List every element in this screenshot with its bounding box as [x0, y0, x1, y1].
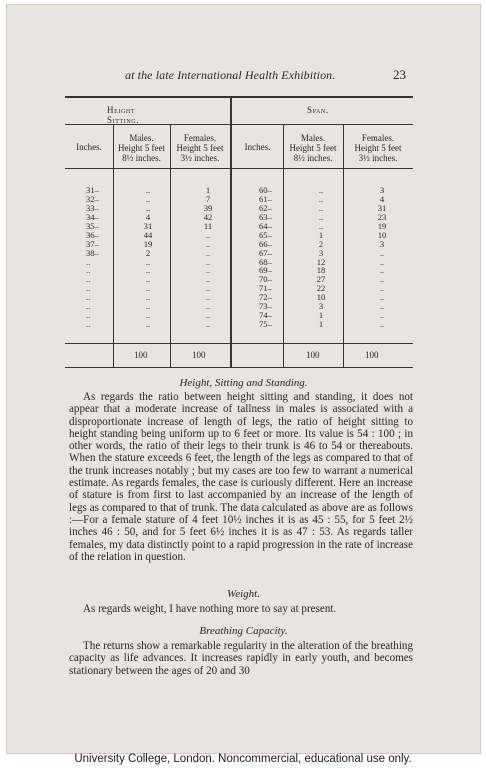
sitting-females-cell: ..: [205, 274, 211, 285]
heading-breathing-capacity: Breathing Capacity.: [199, 625, 288, 637]
section-title-span: Span.: [307, 105, 329, 115]
span-inches-cell: 60–: [259, 185, 272, 195]
span-males-cell: 22: [316, 283, 326, 294]
span-inches-cell: 73–: [259, 301, 272, 312]
span-males-cell: ..: [318, 193, 324, 204]
sitting-males-cell: 2: [145, 247, 151, 258]
col-header-males-left: Males. Height 5 feet 8½ inches.: [118, 133, 165, 163]
sitting-males-cell: ..: [145, 185, 151, 195]
sitting-inches-cell: ..: [86, 265, 91, 276]
span-males-cell: 3: [318, 301, 324, 312]
sitting-inches-cell: 37–: [86, 238, 99, 249]
sitting-inches-cell: ..: [86, 283, 91, 294]
span-inches-cell: 71–: [259, 283, 272, 294]
sitting-inches-cell: 31–: [86, 185, 99, 195]
sitting-inches-cell: ..: [86, 301, 91, 312]
sitting-females-cell: ..: [205, 301, 211, 312]
sitting-inches-cell: ..: [86, 310, 91, 321]
sitting-males-cell: ..: [145, 283, 151, 294]
sitting-inches-cell: 34–: [86, 211, 99, 222]
span-inches-cell: 64–: [259, 220, 272, 231]
page-number: 23: [393, 67, 406, 82]
col-header-females-left: Females. Height 5 feet 3½ inches.: [176, 133, 224, 163]
span-females-cell: ..: [379, 292, 385, 303]
span-inches-cell: 62–: [259, 202, 272, 213]
span-females-column: [369, 186, 395, 329]
span-females-cell: ..: [379, 319, 385, 330]
span-inches-cell: 61–: [259, 193, 272, 204]
span-females-cell: 23: [377, 211, 387, 222]
span-males-cell: 12: [316, 256, 326, 267]
paragraph-height-sitting-standing: As regards the ratio between height sitting and standing, it does not appear that a moderate increase of tallness in males is associated with a disproportionate increase of length of legs, the ratio of height sitting to height standing being uniform up to 6 feet or more. Its value is 54 : 100 ; in other words, the ratio of their legs to their trunk is 46 to 54 or thereabouts. When the stature exceeds 6 feet, the length of the legs as compared to that of the trunk increases notably ; but my cases are too few to warrant a numerical estimate. As regards females, the case is curiously different. Here an increase of stature is from first to last accompanied by an increase of the length of legs as compared to that of trunk. The data calculated as above are as follows :—For a female stature of 4 feet 10½ inches it is as 45 : 55, for 5 feet 2½ inches 46 : 50, and for 5 feet 6½ inches it is as 47 : 53. As regards taller females, my data distinctly point to a rapid progression in the rate of increase of the relation in question.: [69, 391, 413, 563]
span-females-cell: ..: [379, 256, 385, 267]
span-males-cell: ..: [318, 202, 324, 213]
col-header-inches-right: Inches.: [244, 142, 271, 152]
sitting-females-total: 100: [192, 350, 206, 360]
span-females-cell: 31: [377, 202, 387, 213]
span-females-cell: 3: [379, 238, 385, 249]
sitting-females-cell: 42: [203, 211, 213, 222]
table-bottom-rule: [65, 367, 413, 368]
span-females-cell: 19: [377, 220, 387, 231]
sitting-females-cell: ..: [205, 319, 211, 330]
span-females-cell: ..: [379, 265, 385, 276]
sitting-males-cell: ..: [145, 319, 151, 330]
sitting-inches-cell: 36–: [86, 229, 99, 240]
col-header-inches-left: Inches.: [76, 142, 102, 152]
sitting-males-cell: ..: [145, 256, 151, 267]
sitting-females-cell: 1: [205, 185, 211, 195]
sitting-inches-cell: 38–: [86, 247, 99, 258]
table-top-rule: [65, 96, 413, 98]
column-header-rule: [65, 168, 413, 169]
span-inches-cell: 68–: [259, 256, 272, 267]
sitting-males-cell: ..: [145, 265, 151, 276]
col-header-males-right: Males. Height 5 feet 8½ inches.: [289, 133, 337, 163]
span-males-cell: ..: [318, 185, 324, 195]
span-males-cell: 1: [318, 229, 324, 240]
sitting-inches-cell: ..: [86, 319, 91, 330]
totals-rule: [65, 343, 413, 344]
sitting-males-cell: ..: [145, 310, 151, 321]
span-inches-cell: 75–: [259, 319, 272, 330]
span-inches-cell: 72–: [259, 292, 272, 303]
span-females-cell: 10: [377, 229, 387, 240]
sitting-males-cell: ..: [145, 274, 151, 285]
footer-credit: University College, London. Noncommercial, educational use only.: [74, 753, 412, 765]
sitting-females-column: [195, 186, 221, 329]
span-inches-cell: 65–: [259, 229, 272, 240]
sitting-males-cell: ..: [145, 193, 151, 204]
span-males-cell: 1: [318, 310, 324, 321]
section-title-height-sitting: Height Sitting.: [107, 105, 140, 125]
sitting-females-cell: ..: [205, 238, 211, 249]
running-header: [7, 66, 480, 84]
span-inches-cell: 66–: [259, 238, 272, 249]
sitting-females-cell: ..: [205, 310, 211, 321]
span-females-total: 100: [365, 350, 379, 360]
sitting-males-cell: 31: [143, 220, 153, 231]
span-males-cell: 18: [316, 265, 326, 276]
sitting-males-total: 100: [134, 350, 148, 360]
span-inches-cell: 74–: [259, 310, 272, 321]
sitting-males-column: [135, 186, 161, 329]
span-inches-cell: 67–: [259, 247, 272, 258]
sitting-inches-cell: 33–: [86, 202, 99, 213]
span-females-cell: ..: [379, 247, 385, 258]
span-inches-cell: 63–: [259, 211, 272, 222]
span-females-cell: ..: [379, 310, 385, 321]
span-males-cell: ..: [318, 220, 324, 231]
col-header-females-right: Females. Height 5 feet 3½ inches.: [354, 133, 402, 163]
sitting-females-cell: ..: [205, 247, 211, 258]
sitting-females-cell: 39: [203, 202, 213, 213]
span-females-cell: ..: [379, 283, 385, 294]
sitting-females-cell: ..: [205, 256, 211, 267]
span-males-cell: 10: [316, 292, 326, 303]
sitting-females-cell: ..: [205, 292, 211, 303]
span-males-total: 100: [306, 350, 320, 360]
sitting-females-cell: ..: [205, 283, 211, 294]
span-males-cell: 27: [316, 274, 326, 285]
sitting-females-cell: 11: [203, 220, 213, 231]
sitting-females-cell: ..: [205, 229, 211, 240]
sitting-males-cell: 44: [143, 229, 153, 240]
sitting-inches-cell: ..: [86, 274, 91, 285]
sitting-inches-column: [86, 186, 99, 329]
sitting-males-cell: ..: [145, 301, 151, 312]
sitting-males-cell: 4: [145, 211, 151, 222]
span-females-cell: 3: [379, 185, 385, 195]
sitting-females-cell: ..: [205, 265, 211, 276]
span-males-cell: ..: [318, 211, 324, 222]
sitting-inches-cell: 32–: [86, 193, 99, 204]
sitting-males-cell: ..: [145, 202, 151, 213]
span-inches-cell: 69–: [259, 265, 272, 276]
span-females-cell: ..: [379, 274, 385, 285]
paragraph-breathing-capacity: The returns show a remarkable regularity in the alteration of the breathing capacity as life advances. It increases rapidly in early youth, and becomes stationary between the ages of 20 and 30: [69, 640, 413, 677]
sitting-males-cell: ..: [145, 292, 151, 303]
sitting-inches-cell: 35–: [86, 220, 99, 231]
span-males-cell: 1: [318, 319, 324, 330]
vrule-center: [230, 98, 232, 368]
book-page: [6, 4, 481, 754]
span-inches-cell: 70–: [259, 274, 272, 285]
sitting-inches-cell: ..: [86, 256, 91, 267]
span-inches-column: [259, 186, 272, 329]
span-males-cell: 2: [318, 238, 324, 249]
sitting-inches-cell: ..: [86, 292, 91, 303]
header-title: at the late International Health Exhibition.: [125, 68, 336, 82]
span-males-cell: 3: [318, 247, 324, 258]
sitting-males-cell: 19: [143, 238, 153, 249]
span-males-column: [308, 186, 334, 329]
paragraph-weight: As regards weight, I have nothing more to say at present.: [83, 603, 337, 615]
heading-weight: Weight.: [227, 588, 260, 600]
heading-height-sitting-standing: Height, Sitting and Standing.: [179, 377, 308, 389]
span-females-cell: ..: [379, 301, 385, 312]
sitting-females-cell: 7: [205, 193, 211, 204]
span-females-cell: 4: [379, 193, 385, 204]
